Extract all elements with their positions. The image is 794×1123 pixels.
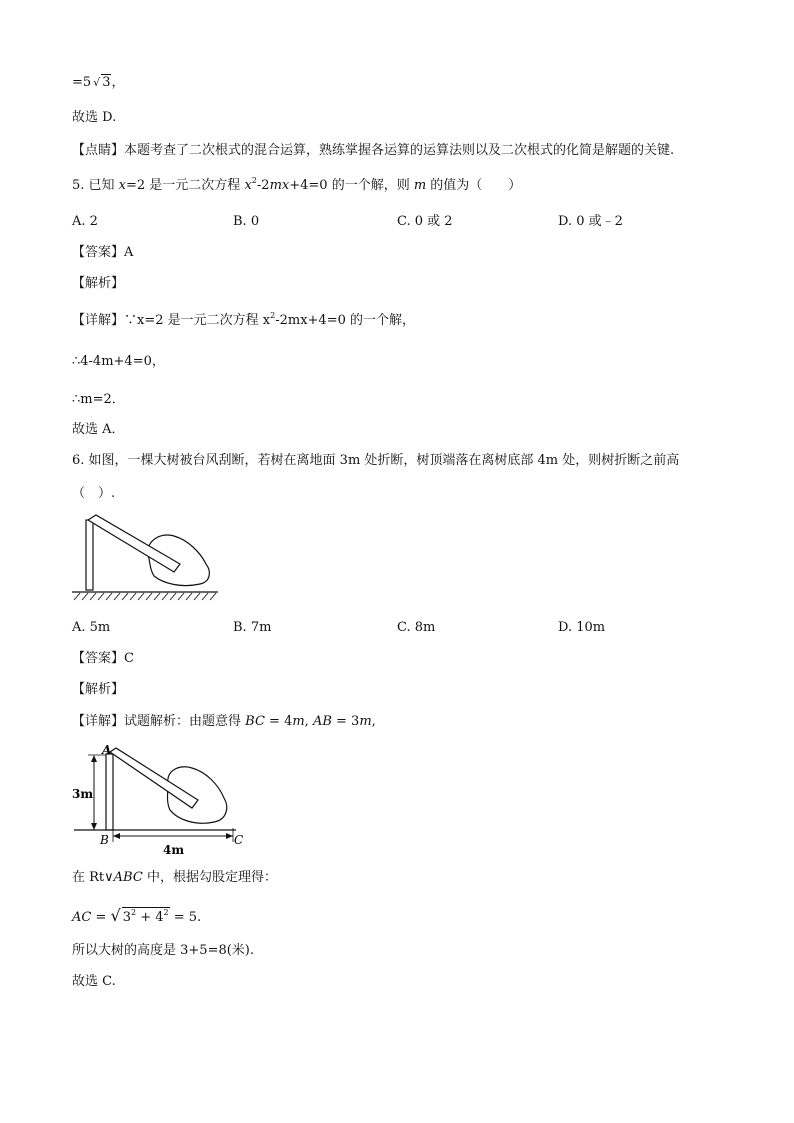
q6-option-a: A. 5m xyxy=(72,620,111,635)
q5-option-c: C. 0 或 2 xyxy=(397,214,453,229)
q6-choice: 故选 C. xyxy=(72,974,116,989)
question-6: 6. 如图，一棵大树被台风刮断，若树在离地面 3m 处折断，树顶端落在离树底部 4m 处，则树折断之前高 xyxy=(72,453,680,468)
question-5: 5. 已知 x=2 是一元二次方程 $x^2-2mx+4=0$ 的一个解，则 m 的值为（ ） xyxy=(72,176,522,193)
tip-paragraph: 【点睛】本题考查了二次根式的混合运算，熟练掌握各运算的运算法则以及二次根式的化简是解题的关键. xyxy=(72,143,675,158)
q6-option-d: D. 10m xyxy=(558,620,606,635)
broken-tree-figure xyxy=(70,512,222,604)
q5-option-a: A. 2 xyxy=(72,214,98,229)
q5-answer: 【答案】A xyxy=(72,245,134,260)
q6-analysis-tag: 【解析】 xyxy=(72,682,125,697)
labeled-tree-figure xyxy=(70,744,250,860)
label-C: C xyxy=(234,833,244,847)
q6-formula: AC = √ $3^2 + 4^2 = 5$. xyxy=(72,906,201,928)
q5-detail: 【详解】∵x=2 是一元二次方程 $x^2-2mx+4=0$ 的一个解， xyxy=(72,311,415,328)
q6-option-b: B. 7m xyxy=(233,620,272,635)
q5-step-2: ∴m=2． xyxy=(72,392,125,407)
tip-tag: 【点睛】 xyxy=(72,143,125,158)
label-A: A xyxy=(102,743,112,757)
q6-detail: 【详解】试题解析：由题意得 BC = 4m, AB = 3m, xyxy=(72,714,376,729)
q6-answer: 【答案】C xyxy=(72,651,134,666)
label-width: 4m xyxy=(163,843,185,857)
label-height: 3m xyxy=(72,787,94,801)
question-6-cont: （ ）. xyxy=(72,486,116,501)
q5-step-3: 故选 A． xyxy=(72,422,125,437)
q5-analysis-tag: 【解析】 xyxy=(72,276,125,291)
q6-rt-line: 在 Rt∨ABC 中，根据勾股定理得： xyxy=(72,870,277,885)
math-line-result: =5 √ 3， xyxy=(72,75,125,90)
q5-option-b: B. 0 xyxy=(233,214,260,229)
q6-option-c: C. 8m xyxy=(397,620,436,635)
q5-step-1: ∴4-4m+4=0， xyxy=(72,354,165,369)
q5-option-d: D. 0 或﹣2 xyxy=(558,214,623,229)
q6-conclusion: 所以大树的高度是 3+5=8(米). xyxy=(72,943,255,958)
choice-line-d: 故选 D. xyxy=(72,110,117,125)
label-B: B xyxy=(100,833,109,847)
